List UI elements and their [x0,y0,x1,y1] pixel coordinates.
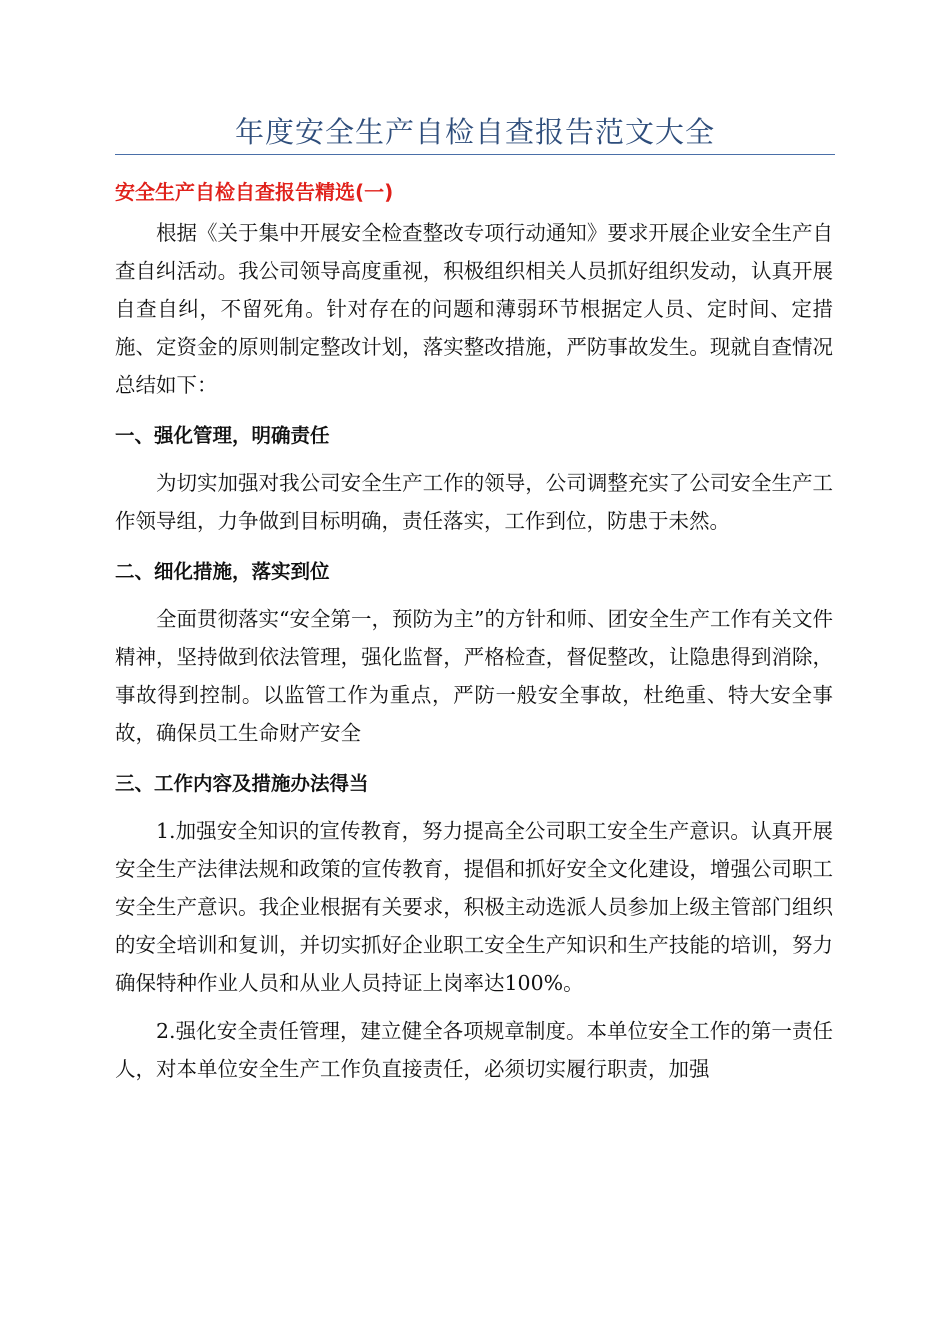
heading-2: 二、细化措施，落实到位 [115,560,330,583]
paragraph-2: 全面贯彻落实“安全第一，预防为主”的方针和师、团安全生产工作有关文件精神，坚持做到依法管理，强化监督，严格检查，督促整改，让隐患得到消除，事故得到控制。以监管工作为重点，严防一般安全事故，杜绝重、特大安全事故，确保员工生命财产安全 [115,607,833,745]
section-title: 安全生产自检自查报告精选(一) [115,180,394,204]
title-underline [115,154,835,155]
document-body [115,172,833,1098]
heading-3: 三、工作内容及措施办法得当 [115,772,369,795]
paragraph-3: 1.加强安全知识的宣传教育，努力提高全公司职工安全生产意识。认真开展安全生产法律法规和政策的宣传教育，提倡和抓好安全文化建设，增强公司职工安全生产意识。我企业根据有关要求，积极主动选派人员参加上级主管部门组织的安全培训和复训，并切实抓好企业职工安全生产知识和生产技能的培训，努力确保特种作业人员和从业人员持证上岗率达100%。 [115,819,833,995]
heading-1: 一、强化管理，明确责任 [115,424,330,447]
paragraph-1: 为切实加强对我公司安全生产工作的领导，公司调整充实了公司安全生产工作领导组，力争做到目标明确，责任落实，工作到位，防患于未然。 [115,471,833,533]
document-title: 年度安全生产自检自查报告范文大全 [234,115,715,149]
paragraph-4: 2.强化安全责任管理，建立健全各项规章制度。本单位安全工作的第一责任人，对本单位安全生产工作负直接责任，必须切实履行职责，加强 [115,1019,833,1081]
intro-paragraph: 根据《关于集中开展安全检查整改专项行动通知》要求开展企业安全生产自查自纠活动。我公司领导高度重视，积极组织相关人员抓好组织发动，认真开展自查自纠，不留死角。针对存在的问题和薄弱环节根据定人员、定时间、定措施、定资金的原则制定整改计划，落实整改措施，严防事故发生。现就自查情况总结如下： [115,221,833,397]
